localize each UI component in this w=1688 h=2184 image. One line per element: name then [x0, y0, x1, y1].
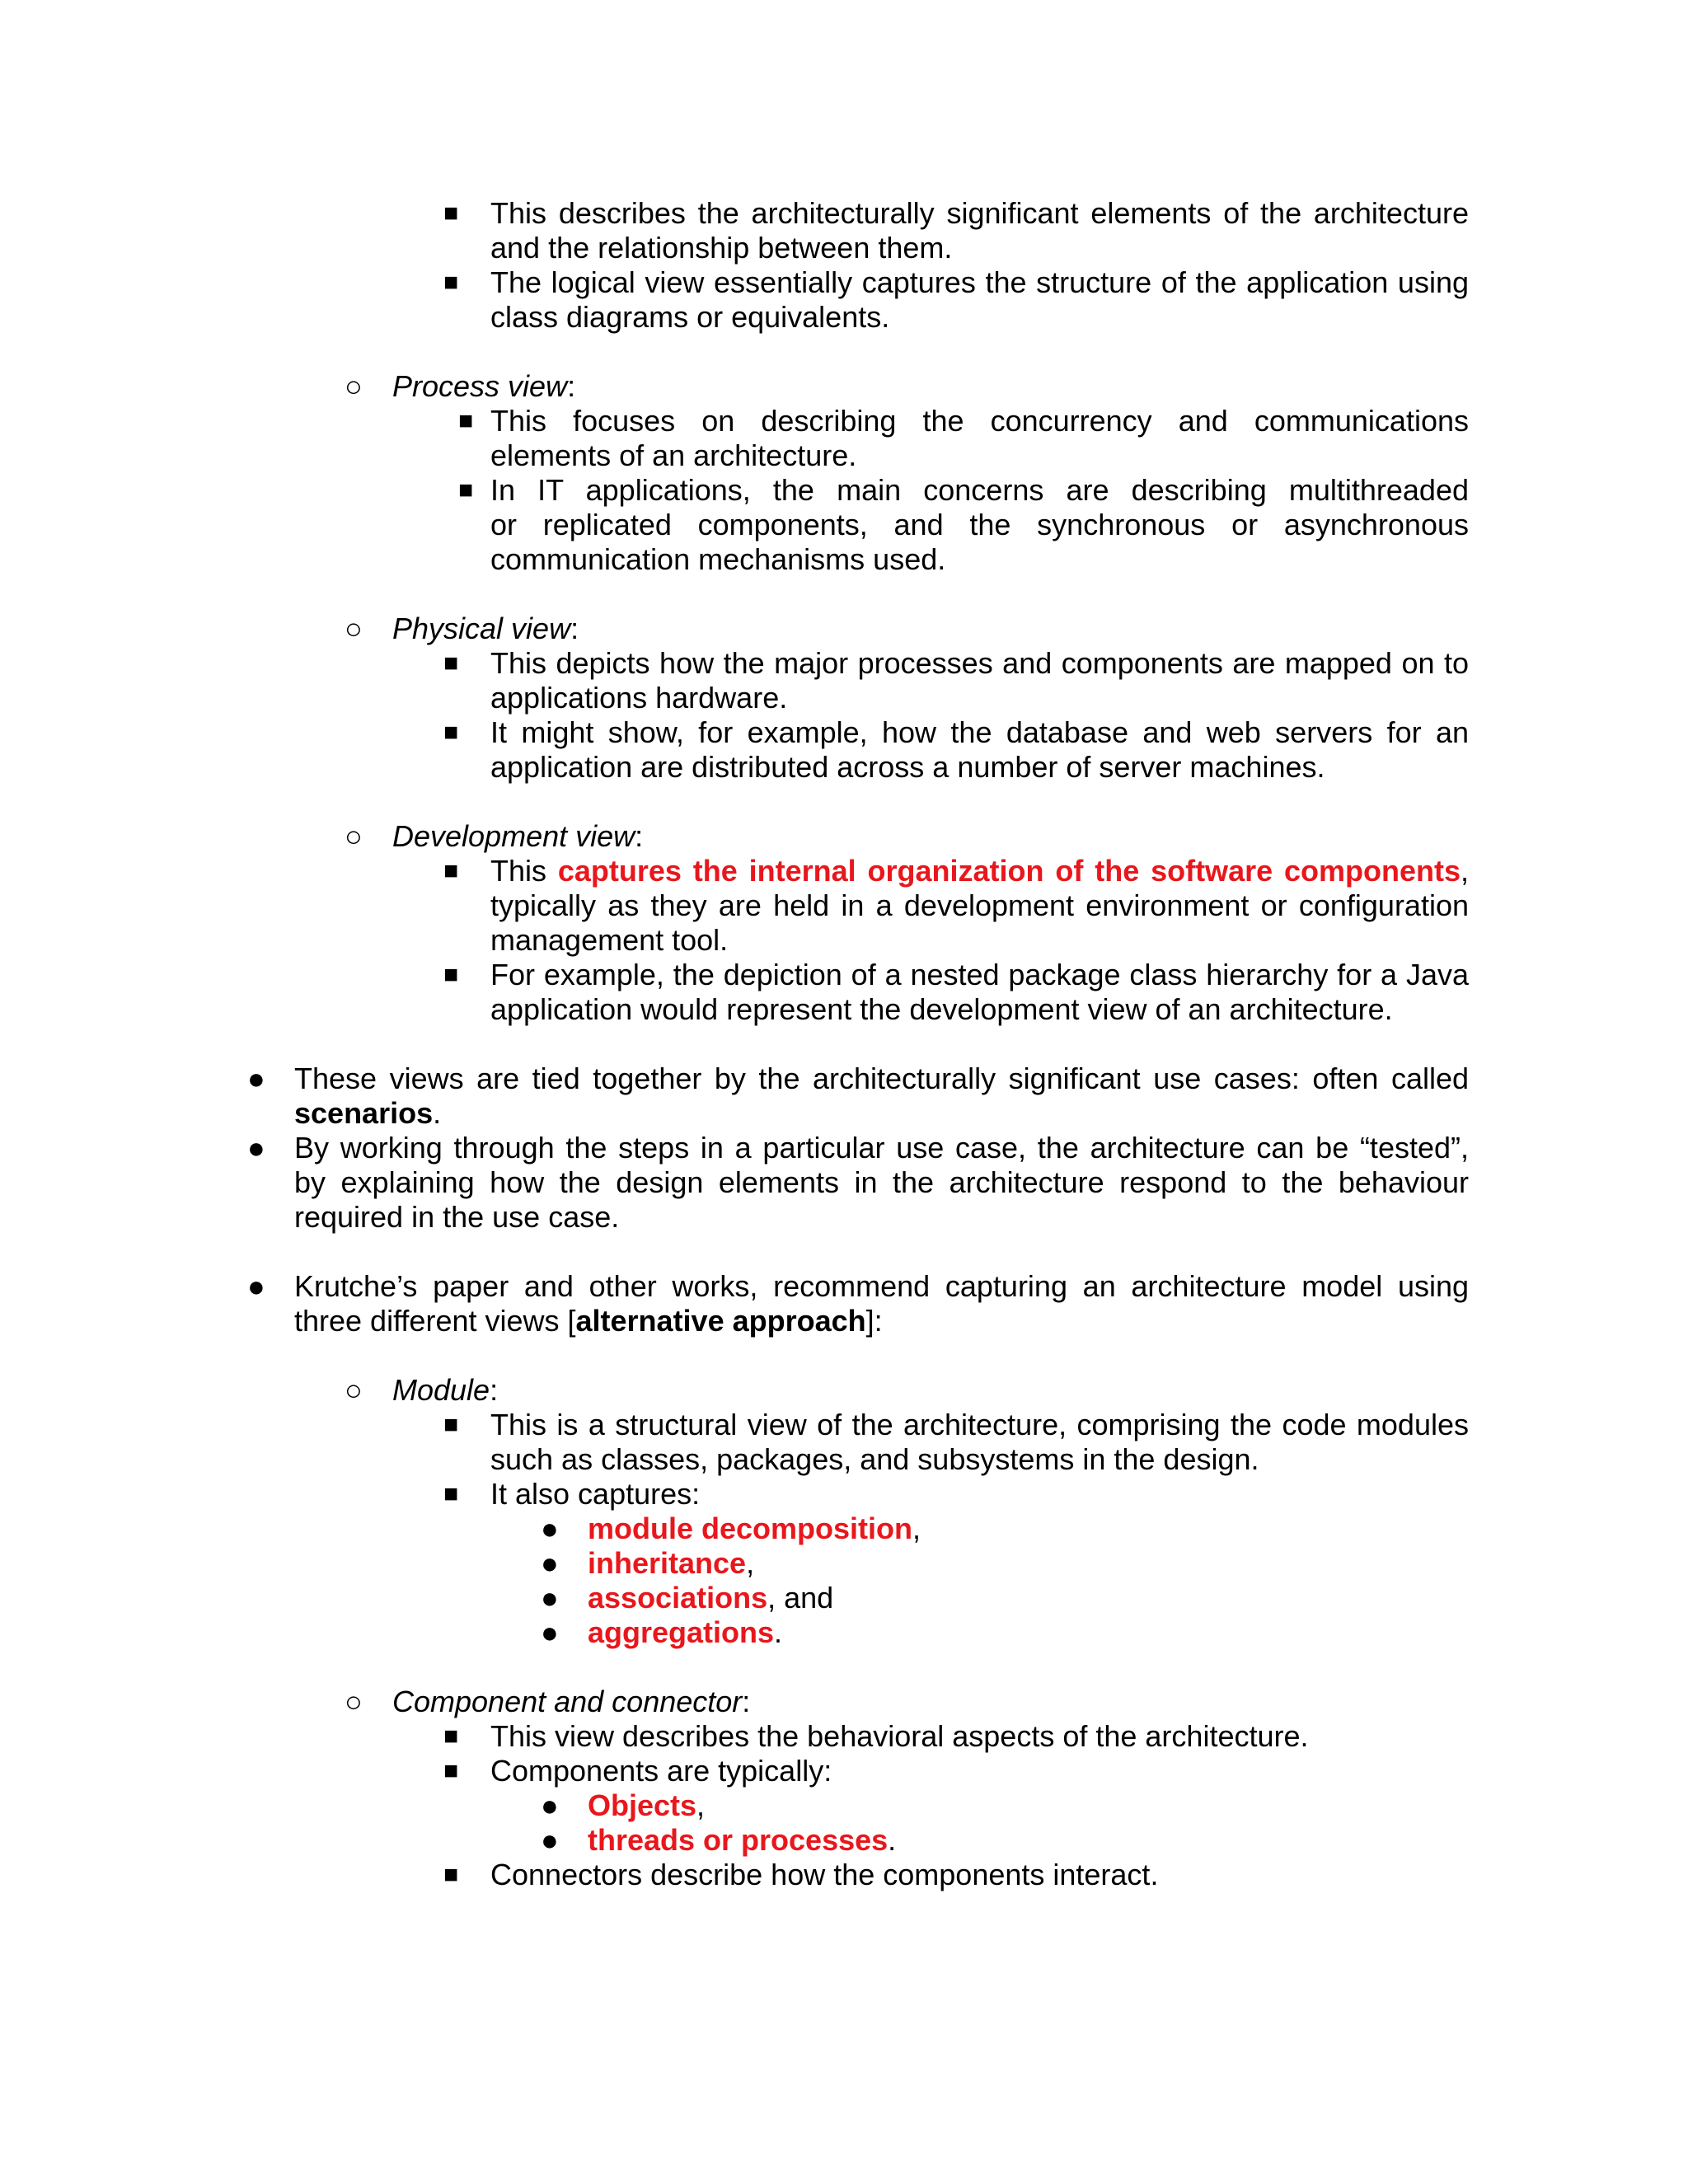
list-item — [588, 1581, 833, 1615]
development-view-heading — [392, 819, 643, 854]
cc-bullet-1: This view describes the behavioral aspects of the architecture. — [490, 1719, 1309, 1753]
physical-view-heading — [392, 612, 579, 646]
highlighted-term: threads or processes — [588, 1823, 889, 1857]
development-view-title: Development view — [392, 819, 635, 853]
highlighted-term: Objects — [588, 1788, 697, 1822]
disc-bullet-icon: ● — [541, 1615, 559, 1649]
text-run: three different views [ — [294, 1304, 576, 1338]
physical-bullet-2-line-2: application are distributed across a number of server machines. — [490, 750, 1325, 784]
list-item — [588, 1823, 896, 1858]
disc-bullet-icon: ● — [541, 1581, 559, 1615]
circle-bullet-icon: ○ — [345, 369, 363, 403]
physical-bullet-1-line-2: applications hardware. — [490, 681, 788, 715]
main-paragraph-1-line-2 — [294, 1096, 1469, 1131]
module-heading — [392, 1373, 498, 1408]
main-paragraph-2-line-2: by explaining how the design elements in the architecture respond to the behaviour — [294, 1165, 1469, 1199]
cc-bullet-3: Connectors describe how the components interact. — [490, 1858, 1159, 1891]
text-run: , — [912, 1511, 921, 1545]
process-view-title: Process view — [392, 369, 568, 403]
circle-bullet-icon: ○ — [345, 1373, 363, 1407]
main-paragraph-3-line-2 — [294, 1304, 1469, 1338]
disc-bullet-icon: ● — [247, 1062, 265, 1095]
module-bullet-2: It also captures: — [490, 1477, 701, 1511]
square-bullet-icon: ■ — [443, 1722, 459, 1750]
bold-term: alternative approach — [575, 1304, 866, 1338]
highlighted-term: associations — [588, 1581, 768, 1615]
circle-bullet-icon: ○ — [345, 612, 363, 645]
module-bullet-1-line-1: This is a structural view of the architecture, comprising the code modules — [490, 1408, 1469, 1441]
logical-bullet-1-line-2: and the relationship between them. — [490, 231, 953, 265]
main-paragraph-2-line-1: By working through the steps in a particular use case, the architecture can be “tested”, — [294, 1131, 1469, 1165]
component-connector-title: Component and connector — [392, 1685, 743, 1718]
cc-bullet-2: Components are typically: — [490, 1754, 832, 1788]
circle-bullet-icon: ○ — [345, 819, 363, 853]
text-run: This — [490, 854, 558, 888]
module-title: Module — [392, 1373, 490, 1407]
text-run: . — [774, 1615, 783, 1649]
development-bullet-2-line-1: For example, the depiction of a nested package class hierarchy for a Java — [490, 958, 1469, 991]
square-bullet-icon: ■ — [443, 1480, 459, 1507]
disc-bullet-icon: ● — [541, 1546, 559, 1580]
square-bullet-icon: ■ — [458, 476, 474, 504]
square-bullet-icon: ■ — [443, 649, 459, 677]
heading-colon: : — [490, 1373, 499, 1407]
disc-bullet-icon: ● — [541, 1511, 559, 1545]
square-bullet-icon: ■ — [443, 1861, 459, 1888]
highlighted-phrase: captures the internal organization of the software components — [557, 854, 1461, 888]
list-item — [588, 1546, 754, 1581]
main-paragraph-1-line-1: These views are tied together by the architecturally significant use cases: often called — [294, 1062, 1469, 1095]
development-bullet-1-line-3: management tool. — [490, 923, 729, 957]
square-bullet-icon: ■ — [443, 961, 459, 988]
text-run: , and — [767, 1581, 834, 1615]
highlighted-term: module decomposition — [588, 1511, 913, 1545]
disc-bullet-icon: ● — [541, 1788, 559, 1822]
square-bullet-icon: ■ — [458, 407, 474, 434]
square-bullet-icon: ■ — [443, 199, 459, 227]
text-run: . — [433, 1096, 442, 1130]
heading-colon: : — [742, 1685, 751, 1718]
process-bullet-2-line-2: or replicated components, and the synchronous or asynchronous — [490, 508, 1469, 541]
heading-colon: : — [567, 369, 576, 403]
main-paragraph-3-line-1: Krutche’s paper and other works, recommend capturing an architecture model using — [294, 1269, 1469, 1303]
square-bullet-icon: ■ — [443, 1757, 459, 1784]
list-item — [588, 1615, 782, 1650]
physical-view-title: Physical view — [392, 612, 571, 645]
heading-colon: : — [570, 612, 579, 645]
circle-bullet-icon: ○ — [345, 1685, 363, 1718]
disc-bullet-icon: ● — [247, 1131, 265, 1165]
physical-bullet-1-line-1: This depicts how the major processes and components are mapped on to — [490, 646, 1469, 680]
process-bullet-2-line-3: communication mechanisms used. — [490, 542, 946, 576]
development-bullet-1-line-1 — [490, 854, 1469, 888]
development-bullet-1-line-2: typically as they are held in a development environment or configuration — [490, 888, 1469, 922]
square-bullet-icon: ■ — [443, 269, 459, 296]
logical-bullet-2-line-2: class diagrams or equivalents. — [490, 300, 890, 334]
square-bullet-icon: ■ — [443, 857, 459, 884]
text-run: . — [888, 1823, 897, 1857]
development-bullet-2-line-2: application would represent the development view of an architecture. — [490, 992, 1393, 1026]
text-run: , — [746, 1546, 755, 1580]
module-bullet-1-line-2: such as classes, packages, and subsystems in the design. — [490, 1442, 1259, 1476]
physical-bullet-2-line-1: It might show, for example, how the database and web servers for an — [490, 715, 1469, 749]
square-bullet-icon: ■ — [443, 1411, 459, 1438]
highlighted-term: aggregations — [588, 1615, 775, 1649]
square-bullet-icon: ■ — [443, 719, 459, 746]
main-paragraph-2-line-3: required in the use case. — [294, 1200, 620, 1234]
text-run: , — [696, 1788, 706, 1822]
disc-bullet-icon: ● — [247, 1269, 265, 1303]
process-bullet-1-line-1: This focuses on describing the concurrency and communications — [490, 404, 1469, 438]
logical-bullet-2-line-1: The logical view essentially captures the structure of the application using — [490, 265, 1469, 299]
disc-bullet-icon: ● — [541, 1823, 559, 1857]
process-bullet-2-line-1: In IT applications, the main concerns are describing multithreaded — [490, 473, 1469, 507]
list-item — [588, 1511, 921, 1546]
bold-term: scenarios — [294, 1096, 434, 1130]
text-run: ]: — [865, 1304, 883, 1338]
text-run: , — [1460, 854, 1469, 888]
list-item — [588, 1788, 705, 1823]
component-connector-heading — [392, 1685, 750, 1719]
logical-bullet-1-line-1: This describes the architecturally significant elements of the architecture — [490, 196, 1469, 230]
process-bullet-1-line-2: elements of an architecture. — [490, 438, 857, 472]
heading-colon: : — [635, 819, 644, 853]
highlighted-term: inheritance — [588, 1546, 747, 1580]
process-view-heading — [392, 369, 575, 404]
